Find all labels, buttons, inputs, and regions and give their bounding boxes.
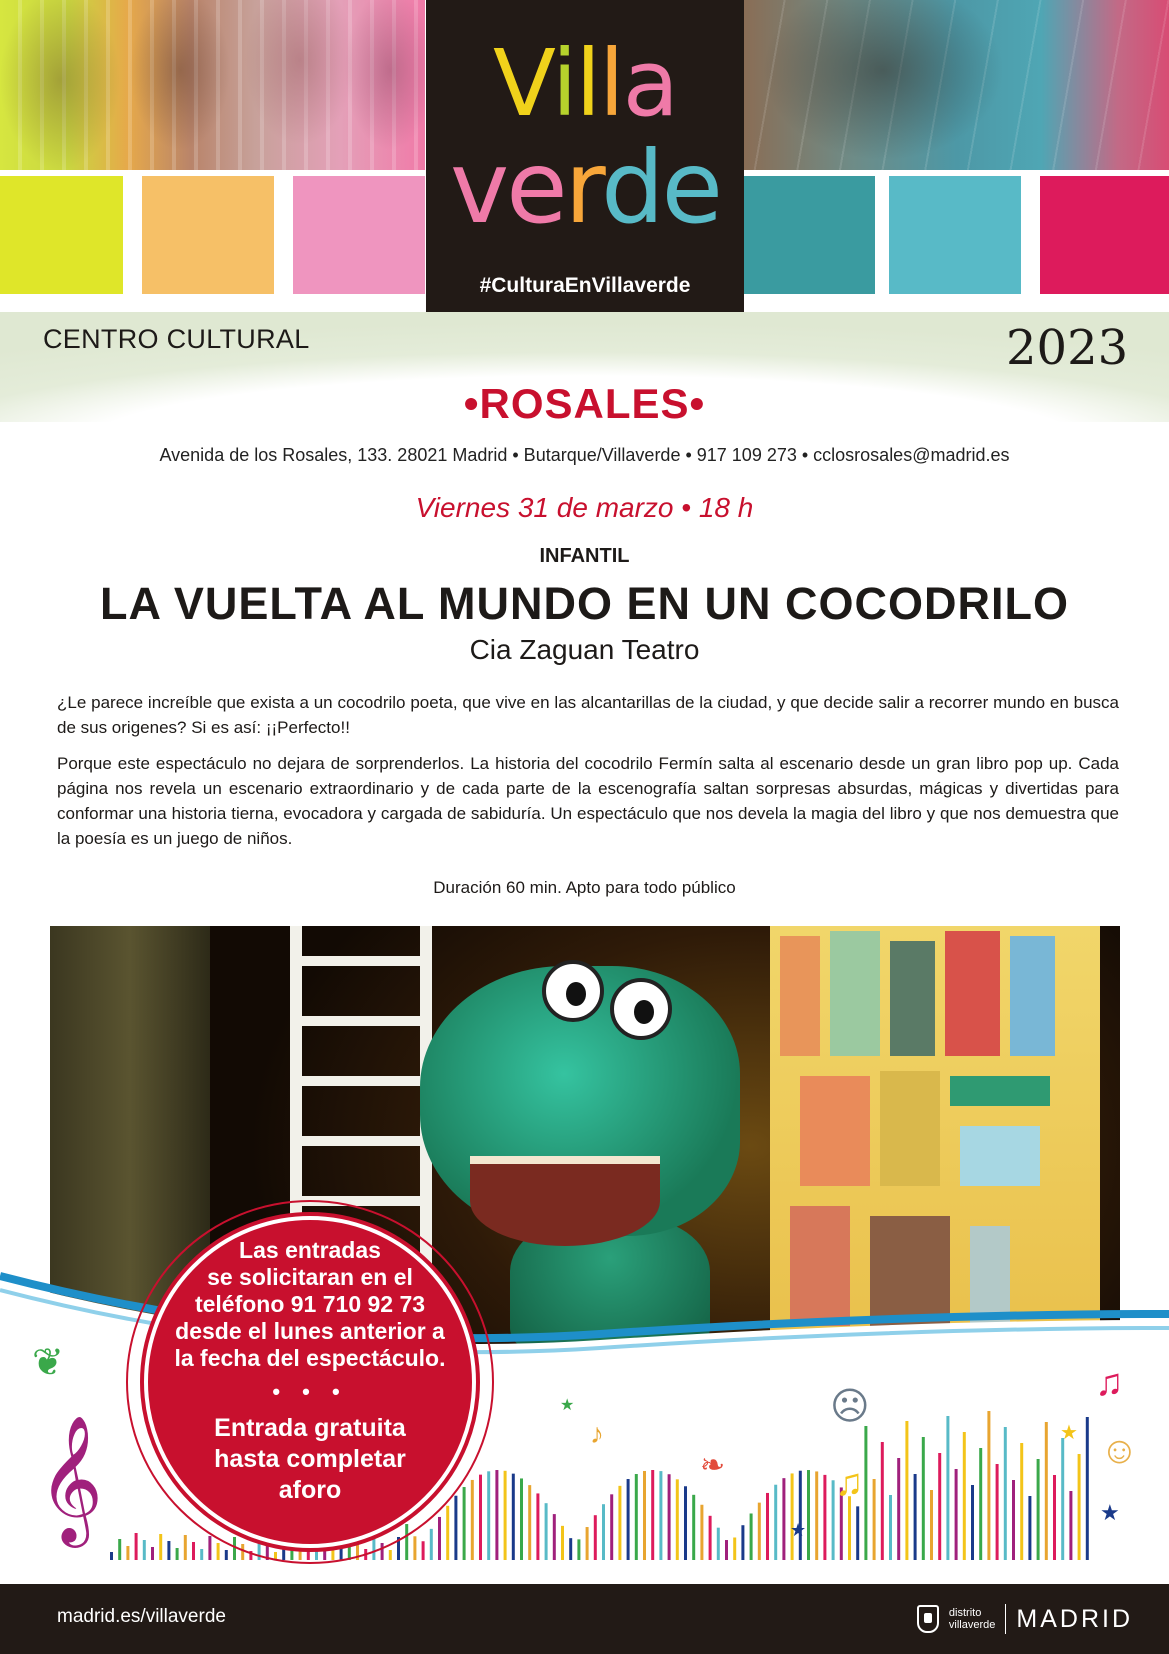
divider bbox=[1005, 1604, 1006, 1634]
equalizer-bar bbox=[856, 1506, 859, 1560]
guitar-photo bbox=[743, 0, 1169, 170]
free-entry-line: Entrada gratuita bbox=[214, 1414, 406, 1442]
website-link[interactable]: madrid.es/villaverde bbox=[57, 1606, 226, 1627]
equalizer-bar bbox=[151, 1547, 154, 1560]
district-line: villaverde bbox=[948, 1619, 996, 1631]
equalizer-bar bbox=[1037, 1459, 1040, 1560]
equalizer-bar bbox=[889, 1495, 892, 1560]
equalizer-bar bbox=[528, 1485, 531, 1560]
equalizer-bar bbox=[627, 1479, 630, 1560]
logo-letter: a bbox=[622, 30, 677, 137]
equalizer-bar bbox=[864, 1426, 867, 1560]
equalizer-bar bbox=[897, 1458, 900, 1560]
equalizer-bar bbox=[914, 1474, 917, 1560]
event-company: Cia Zaguan Teatro bbox=[469, 634, 700, 665]
logo-letter: v bbox=[449, 129, 507, 246]
theatre-mask-icon: ☹ bbox=[830, 1386, 870, 1428]
district-label bbox=[949, 1607, 995, 1631]
music-note-icon: ♫ bbox=[1095, 1362, 1124, 1404]
event-duration: Duración 60 min. Apto para todo público bbox=[433, 878, 736, 897]
hashtag: #CulturaEnVillaverde bbox=[479, 274, 691, 297]
color-swatch bbox=[142, 176, 274, 294]
equalizer-bar bbox=[684, 1486, 687, 1560]
color-swatch bbox=[293, 176, 425, 294]
event-description: Porque este espectáculo no dejara de sorprenderlos. La historia del cocodrilo Fermín salta al escenario desde un gran libro pop up. Cada página nos revela un escenario extraordinario y de cada parte de la escenografía saltan sorpresas absurdas, mágicas y divertidas para conformar una historia tierna, evocadora y cargada de sabiduría. Un espectáculo que nos devela la magia del libro y que nos demuestra que la poesía es un juego de niños. bbox=[57, 754, 1119, 848]
logo-letter: V bbox=[493, 30, 552, 137]
equalizer-bar bbox=[955, 1469, 958, 1560]
ticket-line: se solicitaran en el bbox=[207, 1264, 413, 1290]
equalizer-bar bbox=[618, 1486, 621, 1560]
equalizer-bar bbox=[143, 1540, 146, 1560]
equalizer-bar bbox=[717, 1528, 720, 1560]
equalizer-bar bbox=[1028, 1496, 1031, 1560]
equalizer-bar bbox=[217, 1543, 220, 1560]
free-entry-line: aforo bbox=[278, 1476, 342, 1504]
equalizer-bar bbox=[848, 1496, 851, 1560]
equalizer-bar bbox=[758, 1503, 761, 1560]
madrid-branding bbox=[917, 1598, 1133, 1640]
equalizer-bar bbox=[791, 1473, 794, 1560]
city-crest-icon bbox=[917, 1605, 939, 1633]
equalizer-bar bbox=[700, 1505, 703, 1560]
equalizer-bar bbox=[389, 1550, 392, 1560]
equalizer-bar bbox=[495, 1470, 498, 1560]
equalizer-bar bbox=[1069, 1491, 1072, 1560]
free-entry-line: hasta completar bbox=[214, 1445, 406, 1473]
equalizer-bar bbox=[110, 1552, 113, 1560]
equalizer-bar bbox=[479, 1475, 482, 1560]
event-title: LA VUELTA AL MUNDO EN UN COCODRILO bbox=[100, 578, 1069, 629]
equalizer-bar bbox=[192, 1542, 195, 1560]
equalizer-bar bbox=[561, 1526, 564, 1560]
music-note-icon: ♪ bbox=[590, 1418, 604, 1449]
equalizer-bar bbox=[799, 1471, 802, 1560]
event-description: ¿Le parece increíble que exista a un cocodrilo poeta, que vive en las alcantarillas de la ciudad, y que decide salir a recorrer mundo en busca de sus origenes? Si es así: ¡¡Perfecto!! bbox=[57, 693, 1119, 737]
equalizer-bar bbox=[610, 1494, 613, 1560]
equalizer-bar bbox=[668, 1474, 671, 1560]
equalizer-bar bbox=[635, 1474, 638, 1560]
equalizer-bar bbox=[725, 1540, 728, 1560]
equalizer-bar bbox=[159, 1534, 162, 1560]
equalizer-bar bbox=[135, 1533, 138, 1560]
equalizer-bar bbox=[815, 1471, 818, 1560]
ticket-line: desde el lunes anterior a bbox=[175, 1318, 445, 1344]
footer bbox=[0, 1584, 1169, 1654]
equalizer-bar bbox=[1004, 1427, 1007, 1560]
event-date: Viernes 31 de marzo • 18 h bbox=[415, 492, 754, 523]
equalizer-bar bbox=[487, 1471, 490, 1560]
star-icon: ★ bbox=[790, 1520, 807, 1540]
equalizer-bar bbox=[553, 1514, 556, 1560]
theatre-mask-icon: ☺ bbox=[1100, 1430, 1139, 1472]
event-category: INFANTIL bbox=[539, 545, 630, 567]
equalizer-bar bbox=[536, 1493, 539, 1560]
logo-letter: e bbox=[661, 129, 721, 246]
equalizer-bar bbox=[1045, 1422, 1048, 1560]
equalizer-bar bbox=[569, 1538, 572, 1560]
equalizer-bar bbox=[545, 1503, 548, 1560]
equalizer-bar bbox=[823, 1475, 826, 1560]
equalizer-bar bbox=[946, 1416, 949, 1560]
madrid-wordmark: MADRID bbox=[1016, 1604, 1133, 1633]
equalizer-bar bbox=[873, 1479, 876, 1560]
equalizer-bar bbox=[520, 1478, 523, 1560]
equalizer-bar bbox=[692, 1495, 695, 1560]
logo-villa bbox=[426, 30, 744, 137]
equalizer-bar bbox=[512, 1474, 515, 1560]
equalizer-bar bbox=[963, 1432, 966, 1560]
ticket-info bbox=[150, 1237, 470, 1506]
equalizer-bar bbox=[782, 1478, 785, 1560]
equalizer-bar bbox=[225, 1550, 228, 1560]
equalizer-bar bbox=[126, 1546, 129, 1560]
equalizer-bar bbox=[208, 1536, 211, 1560]
star-icon: ★ bbox=[1100, 1500, 1120, 1525]
equalizer-bar bbox=[774, 1485, 777, 1560]
equalizer-bar bbox=[586, 1527, 589, 1560]
equalizer-bar bbox=[413, 1536, 416, 1560]
logo-letter: l bbox=[575, 30, 600, 137]
logo-letter: e bbox=[506, 129, 565, 246]
equalizer-bar bbox=[422, 1541, 425, 1560]
equalizer-bar bbox=[594, 1515, 597, 1560]
equalizer-bar bbox=[118, 1539, 121, 1560]
equalizer-bar bbox=[741, 1525, 744, 1560]
color-swatch bbox=[743, 176, 875, 294]
equalizer-bar bbox=[438, 1517, 441, 1560]
equalizer-bar bbox=[1053, 1475, 1056, 1560]
equalizer-bar bbox=[676, 1479, 679, 1560]
equalizer-bar bbox=[750, 1513, 753, 1560]
equalizer-bar bbox=[1020, 1443, 1023, 1560]
ticket-line: teléfono 91 710 92 73 bbox=[194, 1291, 426, 1317]
logo-letter: l bbox=[599, 30, 623, 137]
ticket-line: Las entradas bbox=[239, 1237, 381, 1263]
equalizer-bar bbox=[1078, 1454, 1081, 1560]
feather-icon: ❦ bbox=[32, 1342, 64, 1384]
equalizer-bar bbox=[905, 1421, 908, 1560]
equalizer-bar bbox=[659, 1471, 662, 1560]
villaverde-logo bbox=[426, 0, 744, 326]
logo-letter: r bbox=[564, 129, 602, 246]
equalizer-bar bbox=[471, 1480, 474, 1560]
logo-letter: i bbox=[551, 30, 576, 137]
centre-address: Avenida de los Rosales, 133. 28021 Madrid • Butarque/Villaverde • 917 109 273 • cclosrosales@madrid.es bbox=[159, 445, 1010, 465]
equalizer-bar bbox=[971, 1485, 974, 1560]
music-note-icon: ♫ bbox=[835, 1462, 864, 1504]
color-swatch bbox=[1040, 176, 1169, 294]
puppets-photo bbox=[0, 0, 425, 170]
equalizer-bar bbox=[200, 1549, 203, 1560]
logo-verde bbox=[426, 129, 744, 246]
logo-letter: d bbox=[601, 129, 662, 246]
color-swatch bbox=[0, 176, 123, 294]
equalizer-bar bbox=[643, 1471, 646, 1560]
district-line: distrito bbox=[948, 1607, 982, 1619]
equalizer-bar bbox=[1061, 1438, 1064, 1560]
equalizer-bar bbox=[938, 1453, 941, 1560]
equalizer-bar bbox=[446, 1506, 449, 1560]
equalizer-bar bbox=[176, 1548, 179, 1560]
treble-clef-icon: 𝄞 bbox=[38, 1417, 104, 1540]
star-icon: ★ bbox=[560, 1397, 575, 1414]
equalizer-bar bbox=[651, 1470, 654, 1560]
star-icon: ★ bbox=[1060, 1422, 1078, 1444]
ticket-dots: • • • bbox=[272, 1379, 348, 1404]
centre-label: CENTRO CULTURAL bbox=[43, 324, 310, 354]
equalizer-bar bbox=[167, 1541, 170, 1560]
equalizer-bar bbox=[709, 1516, 712, 1560]
feather-icon: ❧ bbox=[700, 1449, 726, 1482]
equalizer-bar bbox=[1012, 1480, 1015, 1560]
equalizer-bar bbox=[577, 1539, 580, 1560]
equalizer-bar bbox=[766, 1493, 769, 1560]
equalizer-bar bbox=[1086, 1417, 1089, 1560]
equalizer-bar bbox=[430, 1529, 433, 1560]
equalizer-bar bbox=[996, 1464, 999, 1560]
equalizer-bar bbox=[979, 1448, 982, 1560]
centre-name: •ROSALES• bbox=[463, 380, 706, 427]
color-swatch bbox=[889, 176, 1021, 294]
equalizer-bar bbox=[930, 1490, 933, 1560]
equalizer-bar bbox=[881, 1442, 884, 1560]
equalizer-bar bbox=[602, 1504, 605, 1560]
equalizer-bar bbox=[987, 1411, 990, 1560]
equalizer-bar bbox=[504, 1471, 507, 1560]
equalizer-bar bbox=[807, 1470, 810, 1560]
equalizer-bar bbox=[733, 1537, 736, 1560]
equalizer-bar bbox=[184, 1535, 187, 1560]
year: 2023 bbox=[1006, 320, 1129, 376]
equalizer-bar bbox=[922, 1437, 925, 1560]
ticket-line: la fecha del espectáculo. bbox=[174, 1345, 446, 1371]
